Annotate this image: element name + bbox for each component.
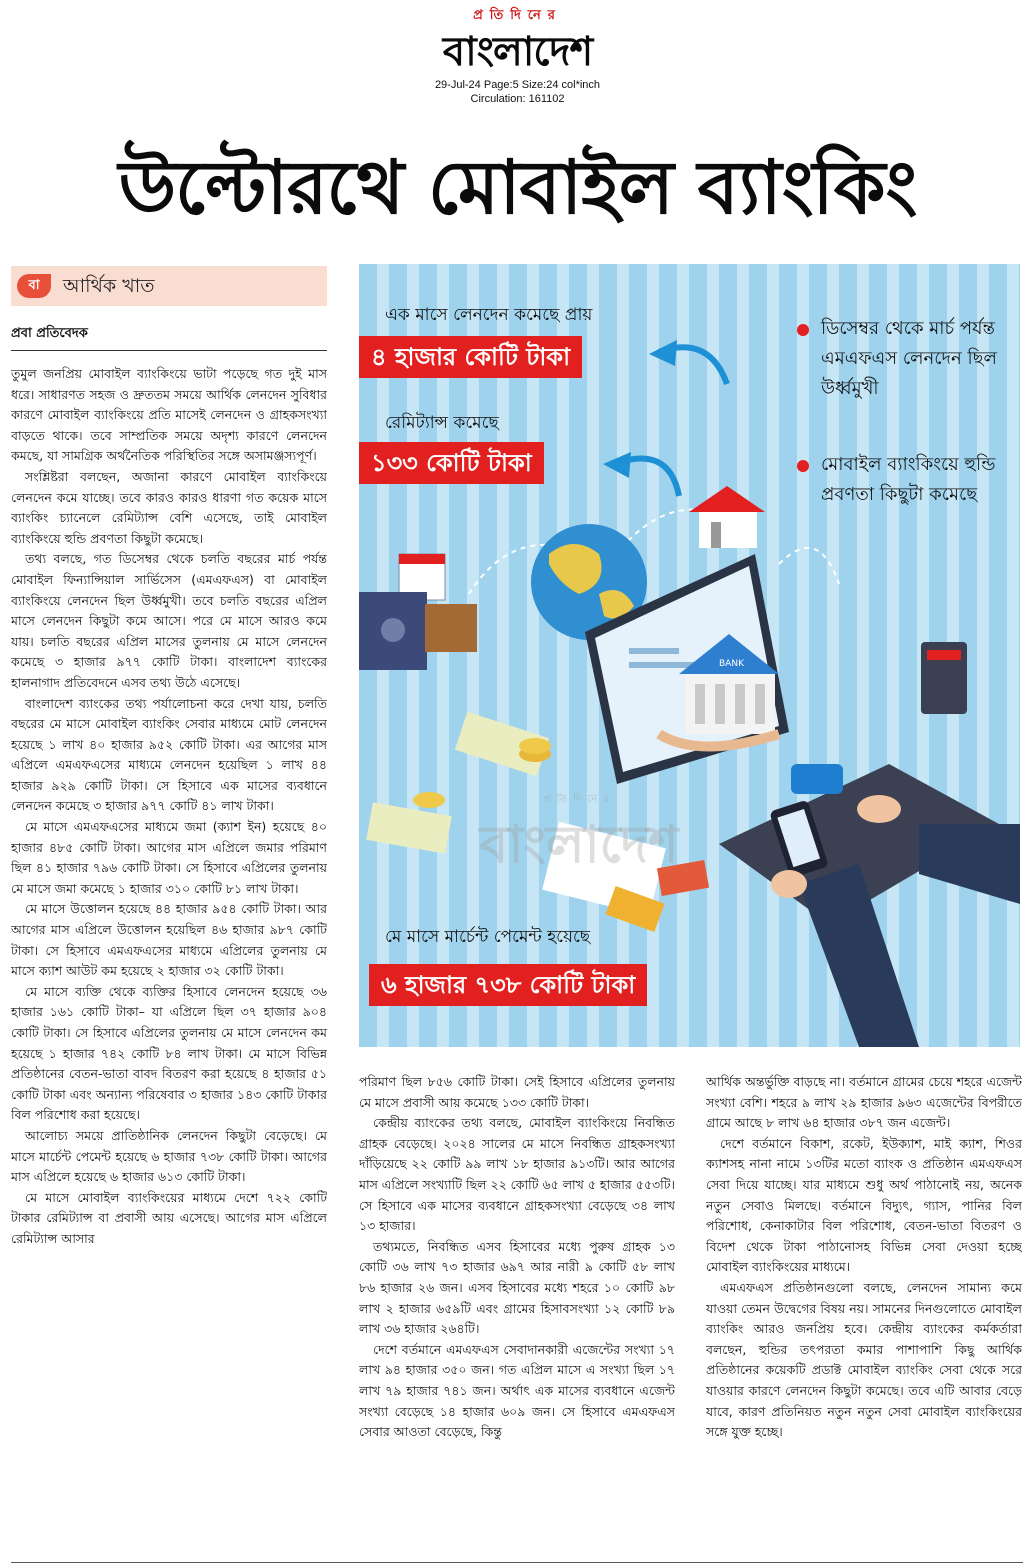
- paragraph: দেশে বর্তমানে বিকাশ, রকেট, ইউক্যাশ, মাই ক্যাশ, শিওর ক্যাশসহ নানা নামে ১৩টির মতো ব্যাংক ও প্রতিষ্ঠান এমএফএস সেবা দিয়ে যাচ্ছে। যার মাধ্যমে শুধু অর্থ পাঠানোই নয়, অনেক নতুন সেবাও মিলছে। বর্তমানে বিদ্যুৎ, গ্যাস, পানির বিল পরিশোধ, কেনাকাটার বিল পরিশোধ, বেতন-ভাতা বিতরণ ও বিদেশ থেকে টাকা পাঠানোসহ বিভিন্ন সেবা দেওয়া হচ্ছে মোবাইল ব্যাংকিংয়ের মাধ্যমে।: [706, 1135, 1022, 1275]
- section-tag: [11, 266, 327, 306]
- bank-sign: BANK: [719, 659, 744, 669]
- byline-divider: [11, 350, 327, 351]
- section-label: আর্থিক খাত: [63, 275, 155, 297]
- chat-bubble-icon: [791, 764, 843, 794]
- section-logo-icon: বা: [17, 274, 51, 298]
- paragraph: মে মাসে ব্যক্তি থেকে ব্যক্তির হিসাবে লেনদেন হয়েছে ৩৬ হাজার ১৬১ কোটি টাকা– যা এপ্রিলে ছিল ৩৭ হাজার ৯০৪ কোটি টাকা। সে হিসাবে এপ্রিলের তুলনায় মে মাসে লেনদেন কম হয়েছে ১ হাজার ৭৪২ কোটি ৮৪ লাখ টাকা। মে মাসে বিভিন্ন প্রতিষ্ঠানের বেতন-ভাতা বাবদ বিতরণ করা হয়েছে ৪ হাজার ৫১ কোটি টাকা এবং অন্যান্য পরিষেবার ৩ হাজার ১৪৩ কোটি টাকার বিল পরিশোধ করা হয়েছে।: [11, 983, 327, 1123]
- bullet-icon: [797, 324, 809, 336]
- bullet-text-1: ডিসেম্বর থেকে মার্চ পর্যন্ত এমএফএস লেনদেন ছিল উর্ধ্বমুখী: [821, 318, 997, 399]
- paragraph: মে মাসে এমএফএসের মাধ্যমে জমা (ক্যাশ ইন) হয়েছে ৪০ হাজার ৪৮৫ কোটি টাকা। আগের মাস এপ্রিলে জমার পরিমাণ ছিল ৪১ হাজার ৭৯৬ কোটি টাকা। সে হিসাবে এপ্রিলের তুলনায় মে মাসে জমা কমেছে ১ হাজার ৩১০ কোটি ৮১ লাখ টাকা।: [11, 819, 327, 896]
- clipping-info: [0, 78, 1035, 106]
- newspaper-logo: বাংলাদেশ: [442, 29, 593, 75]
- watermark: বাংলাদেশ: [479, 815, 679, 875]
- briefcase-icon: [425, 604, 477, 652]
- callout-box-2: ১৩৩ কোটি টাকা: [359, 442, 544, 484]
- masthead: [0, 0, 1035, 112]
- masthead-tagline: প্রতিদিনের: [473, 8, 562, 23]
- infographic: [359, 264, 1020, 1047]
- arm-right: [919, 824, 1020, 904]
- byline: প্রবা প্রতিবেদক: [11, 326, 88, 341]
- paragraph: তথ্য বলছে, গত ডিসেম্বর থেকে চলতি বছরের মার্চ পর্যন্ত মোবাইল ফিন্যান্সিয়াল সার্ভিসেস (এমএফএস) বা মোবাইল ব্যাংকিংয়ে লেনদেন ছিল উর্ধ্বমুখী। তবে চলতি বছরের এপ্রিল মাসে লেনদেন কিছুটা কমে আসে। পরে মে মাসে আরও কমে যায়। চলতি বছরের এপ্রিল মাসের তুলনায় মে মাসে লেনদেন কমেছে ৩ হাজার ৯৭৭ কোটি টাকা। বাংলাদেশ ব্যাংকের হালনাগাদ প্রতিবেদনে এসব তথ্য উঠে এসেছে।: [11, 551, 327, 690]
- paragraph: আলোচ্য সময়ে প্রাতিষ্ঠানিক লেনদেন কিছুটা বেড়েছে। মে মাসে মার্চেন্ট পেমেন্ট হয়েছে ৬ হাজার ৭৩৮ কোটি টাকা। আগের মাস এপ্রিলে হয়েছে ৬ হাজার ৬১৩ কোটি টাকা।: [11, 1127, 327, 1185]
- paragraph: তুমুল জনপ্রিয় মোবাইল ব্যাংকিংয়ে ভাটা পড়েছে গত দুই মাস ধরে। সাধারণত সহজ ও দ্রুততম সময়ে আর্থিক লেনদেন সুবিধার কারণে মোবাইল ব্যাংকিংয়ে প্রতি মাসেই লেনদেন ও গ্রাহকসংখ্যা বাড়তে থাকে। তবে সাম্প্রতিক সময়ে অদৃশ্য কারণে লেনদেন কমছে, যা সামগ্রিক অর্থনৈতিক পরিস্থিতির সঙ্গে অসামঞ্জস্যপূর্ণ।: [11, 366, 327, 464]
- paragraph: আর্থিক অন্তর্ভুক্তি বাড়ছে না। বর্তমানে গ্রামের চেয়ে শহরে এজেন্ট সংখ্যা বেশি। শহরে ৯ লাখ ২৯ হাজার ৯৬৩ এজেন্টের বিপরীতে গ্রামে আছে ৮ লাখ ৬৪ হাজার ৩৮৭ জন এজেন্ট।: [706, 1074, 1022, 1131]
- bullet-icon: [797, 460, 809, 472]
- paragraph: সংশ্লিষ্টরা বলছেন, অজানা কারণে মোবাইল ব্যাংকিংয়ে লেনদেন কমে যাচ্ছে। তবে কারও কারও ধারণা গত কয়েক মাসে ব্যাংকিং চ্যানেলে রেমিট্যান্স বেশি এসেছে, তাই মোবাইল ব্যাংকিংয়ে হুন্ডি প্রবণতা কিছুটা কমেছে।: [11, 468, 327, 546]
- paragraph: এমএফএস প্রতিষ্ঠানগুলো বলছে, লেনদেন সামান্য কমে যাওয়া তেমন উদ্বেগের বিষয় নয়। সামনের দিনগুলোতে মোবাইল ব্যাংকিং আরও জনপ্রিয় হবে। কেন্দ্রীয় ব্যাংকের কর্মকর্তারা বলছেন, হুন্ডির তৎপরতা কমার পাশাপাশি কিছু আর্থিক প্রতিষ্ঠানের কয়েকটি প্রডাক্ট মোবাইল ব্যাংকিং সেবা থেকে সরে যাওয়ার কারণে লেনদেন কিছুটা কমেছে। তবে এটি আবার বেড়ে যাবে, কারণ প্রতিনিয়ত নতুন নতুন সেবা মোবাইল ব্যাংকিংয়ের সঙ্গে যুক্ত হচ্ছে।: [706, 1279, 1022, 1440]
- arrow-head-icon: [649, 340, 677, 366]
- hand-left-icon: [771, 870, 807, 898]
- bottom-divider: [11, 1562, 1023, 1563]
- callout-box-1: ৪ হাজার কোটি টাকা: [359, 336, 582, 378]
- paragraph: পরিমাণ ছিল ৮৫৬ কোটি টাকা। সেই হিসাবে এপ্রিলের তুলনায় মে মাসে প্রবাসী আয় কমেছে ১৩৩ কোটি টাকা।: [359, 1074, 675, 1110]
- clipping-circulation: Circulation: 161102: [470, 93, 565, 105]
- article-column-1: [11, 364, 327, 1560]
- callout-text-1: এক মাসে লেনদেন কমেছে প্রায়: [385, 305, 593, 325]
- article-column-3: [706, 1072, 1022, 1560]
- watermark-tagline: প্রতিদিনের: [543, 794, 615, 805]
- paragraph: বাংলাদেশ ব্যাংকের তথ্য পর্যালোচনা করে দেখা যায়, চলতি বছরের মে মাসে মোবাইল ব্যাংকিং সেবার মাধ্যমে মোট লেনদেন হয়েছে ১ লাখ ৪০ হাজার ৯৫২ কোটি টাকা। এর আগের মাস এপ্রিলে এমএফএসের মাধ্যমে লেনদেন হয়েছিল ১ লাখ ৪৪ হাজার ৯২৯ কোটি টাকা। সে হিসাবে এক মাসের ব্যবধানে লেনদেন কমেছে ৩ হাজার ৯৭৭ কোটি ৪১ লাখ টাকা।: [11, 695, 327, 814]
- arrow-head-icon: [603, 452, 631, 478]
- paragraph: দেশে বর্তমানে এমএফএস সেবাদানকারী এজেন্টের সংখ্যা ১৭ লাখ ৯৪ হাজার ৩৫০ জন। গত এপ্রিল মাসে এ সংখ্যা ছিল ১৭ লাখ ৭৯ হাজার ৭৪১ জন। অর্থাৎ এক মাসের ব্যবধানে এজেন্ট সংখ্যা বেড়েছে ১৪ হাজার ৬০৯ জন। সে হিসাবে এমএফএস সেবার আওতা বেড়েছে, কিন্তু: [359, 1341, 675, 1440]
- paragraph: তথ্যমতে, নিবন্ধিত এসব হিসাবের মধ্যে পুরুষ গ্রাহক ১৩ কোটি ৩৬ লাখ ৭৩ হাজার ৬৯৭ আর নারী ৯ কোটি ৫৮ লাখ ৮৬ হাজার ২৬ জন। এসব হিসাবের মধ্যে শহরে ১০ কোটি ৯৮ লাখ ২ হাজার ৬৫৯টি এবং গ্রামের হিসাবসংখ্যা ১২ কোটি ৮৯ লাখ ৩৬ হাজার ২৬৪টি।: [359, 1238, 675, 1337]
- house-icon: [689, 486, 765, 548]
- bullet-text-2: মোবাইল ব্যাংকিংয়ে হুন্ডি প্রবণতা কিছুটা কমেছে: [821, 454, 996, 505]
- callout-text-3: মে মাসে মার্চেন্ট পেমেন্ট হয়েছে: [385, 927, 591, 947]
- paragraph: কেন্দ্রীয় ব্যাংকের তথ্য বলছে, মোবাইল ব্যাংকিংয়ে নিবন্ধিত গ্রাহক বেড়েছে। ২০২৪ সালের মে মাসে নিবন্ধিত গ্রাহকসংখ্যা দাঁড়িয়েছে ২২ কোটি ৯৯ লাখ ১৮ হাজার ৯১৩টি। আর আগের মাস এপ্রিলে সংখ্যাটি ছিল ২২ কোটি ৬৫ লাখ ৫ হাজার ৫৫৩টি। সে হিসাবে এক মাসের ব্যবধানে গ্রাহকসংখ্যা বেড়েছে ৩৪ লাখ ১৩ হাজার।: [359, 1115, 675, 1234]
- paragraph: মে মাসে মোবাইল ব্যাংকিংয়ের মাধ্যমে দেশে ৭২২ কোটি টাকার রেমিট্যান্স বা প্রবাসী আয় এসেছে। আগের মাস এপ্রিলে রেমিট্যান্স আসার: [11, 1189, 327, 1246]
- callout-box-3: ৬ হাজার ৭৩৮ কোটি টাকা: [369, 964, 647, 1006]
- callout-text-2: রেমিট্যান্স কমেছে: [385, 413, 499, 433]
- article-headline: উল্টোরথে মোবাইল ব্যাংকিং: [118, 145, 917, 231]
- hand-right-icon: [857, 795, 901, 823]
- paragraph: মে মাসে উত্তোলন হয়েছে ৪৪ হাজার ৯৫৪ কোটি টাকা। আর আগের মাস এপ্রিলে উত্তোলন হয়েছিল ৪৬ হাজার ৯৮৭ কোটি টাকা। সে হিসাবে এমএফএসের মাধ্যমে এপ্রিলের তুলনায় মে মাসে ক্যাশ আউট কম হয়েছে ২ হাজার ৩২ কোটি টাকা।: [11, 901, 327, 979]
- clipping-date-page-size: 29-Jul-24 Page:5 Size:24 col*inch: [434, 79, 601, 91]
- article-column-2: [359, 1072, 675, 1560]
- arm-left: [799, 864, 919, 1047]
